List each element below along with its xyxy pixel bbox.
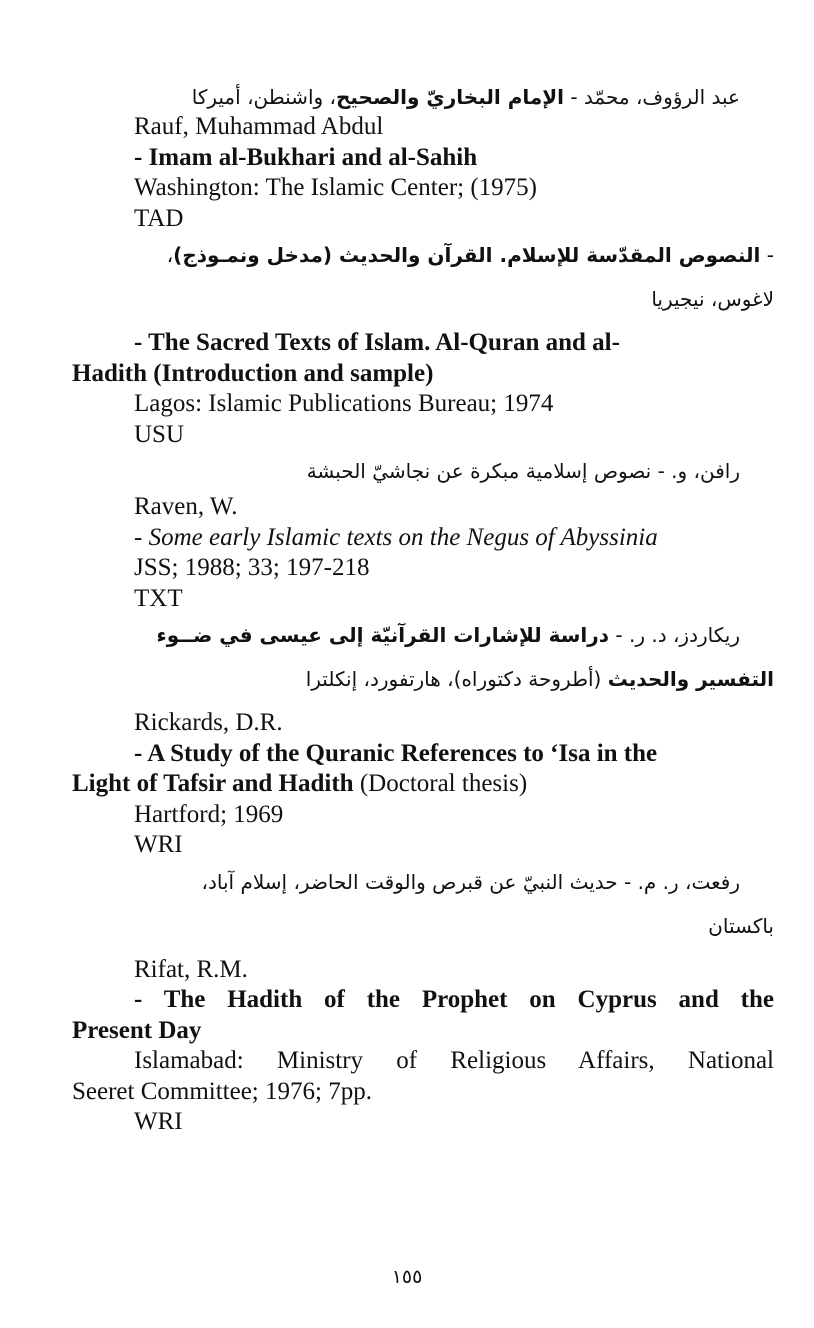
publication: Lagos: Islamic Publications Bureau; 1974 [134, 390, 554, 417]
arabic-dash: - [760, 243, 774, 267]
arabic-citation-line-2: باكستان [708, 913, 774, 938]
arabic-place: ، واشنطن، أميركا [191, 85, 336, 109]
publication: Hartford; 1969 [134, 800, 284, 828]
title-line-2: Hadith (Introduction and sample) [72, 359, 434, 387]
arabic-author: ريكاردز، د. ر. - [609, 623, 740, 647]
publication: Washington: The Islamic Center; (1975) [134, 174, 537, 201]
arabic-citation-line-2 [72, 664, 774, 694]
arabic-citation: رافن، و. - نصوص إسلامية مبكرة عن نجاشيّ الحبشة [306, 459, 740, 483]
author: Raven, W. [134, 493, 238, 520]
publication-line-2: Seeret Committee; 1976; 7pp. [72, 1077, 372, 1105]
title: - Some early Islamic texts on the Negus of Abyssinia [134, 523, 658, 551]
arabic-citation [72, 82, 774, 112]
arabic-title: دراسة للإشارات القرآنيّة إلى عيسى في ضــوء [156, 623, 610, 647]
library-code: USU [134, 420, 185, 448]
title: - Imam al-Bukhari and al-Sahih [134, 143, 478, 171]
library-code: TAD [134, 204, 184, 232]
author: Rauf, Muhammad Abdul [134, 113, 384, 140]
entry-sacred-texts [72, 240, 774, 450]
title-note: (Doctoral thesis) [353, 770, 528, 797]
entry-rickards [72, 620, 774, 861]
publication: JSS; 1988; 33; 197-218 [134, 554, 370, 581]
entry-rauf [72, 82, 774, 234]
author: Rifat, R.M. [134, 955, 248, 983]
entry-rifat [72, 867, 774, 1138]
title-line-2: Present Day [72, 1016, 202, 1044]
title-line-2-wrap [72, 769, 774, 800]
title-line-1: - The Hadith of the Prophet on Cyprus and the [134, 986, 774, 1013]
entry-raven [72, 456, 774, 614]
page-number: ١٥٥ [391, 1266, 423, 1288]
arabic-comma: ، [166, 243, 174, 267]
arabic-title: الإمام البخاريّ والصحيح [335, 85, 564, 109]
arabic-note: (أطروحة دكتوراه)، هارتفورد، إنكلترا [305, 667, 608, 691]
arabic-title-cont: التفسير والحديث [607, 667, 774, 691]
bibliography-list [72, 82, 774, 1138]
publication-line-1: Islamabad: Ministry of Religious Affairs, National [134, 1047, 774, 1074]
author: Rickards, D.R. [134, 709, 283, 736]
library-code: WRI [134, 1108, 183, 1135]
arabic-citation-line-1 [72, 620, 774, 650]
arabic-citation-line-1: رفعت، ر. م. - حديث النبيّ عن قبرص والوقت الحاضر، إسلام آباد، [201, 869, 740, 894]
arabic-place: لاغوس، نيجيريا [651, 287, 774, 311]
arabic-citation [72, 240, 774, 270]
library-code: TXT [134, 584, 183, 612]
title-line-1: - The Sacred Texts of Islam. Al-Quran and al- [134, 329, 620, 356]
arabic-title: النصوص المقدّسة للإسلام. القرآن والحديث (مدخل ونمـوذج) [173, 243, 761, 267]
title-line-1: - A Study of the Quranic References to ‘Isa in the [134, 739, 658, 767]
library-code: WRI [134, 831, 183, 858]
arabic-author: عبد الرؤوف، محمّد - [564, 85, 740, 109]
title-line-2: Light of Tafsir and Hadith [72, 770, 354, 797]
